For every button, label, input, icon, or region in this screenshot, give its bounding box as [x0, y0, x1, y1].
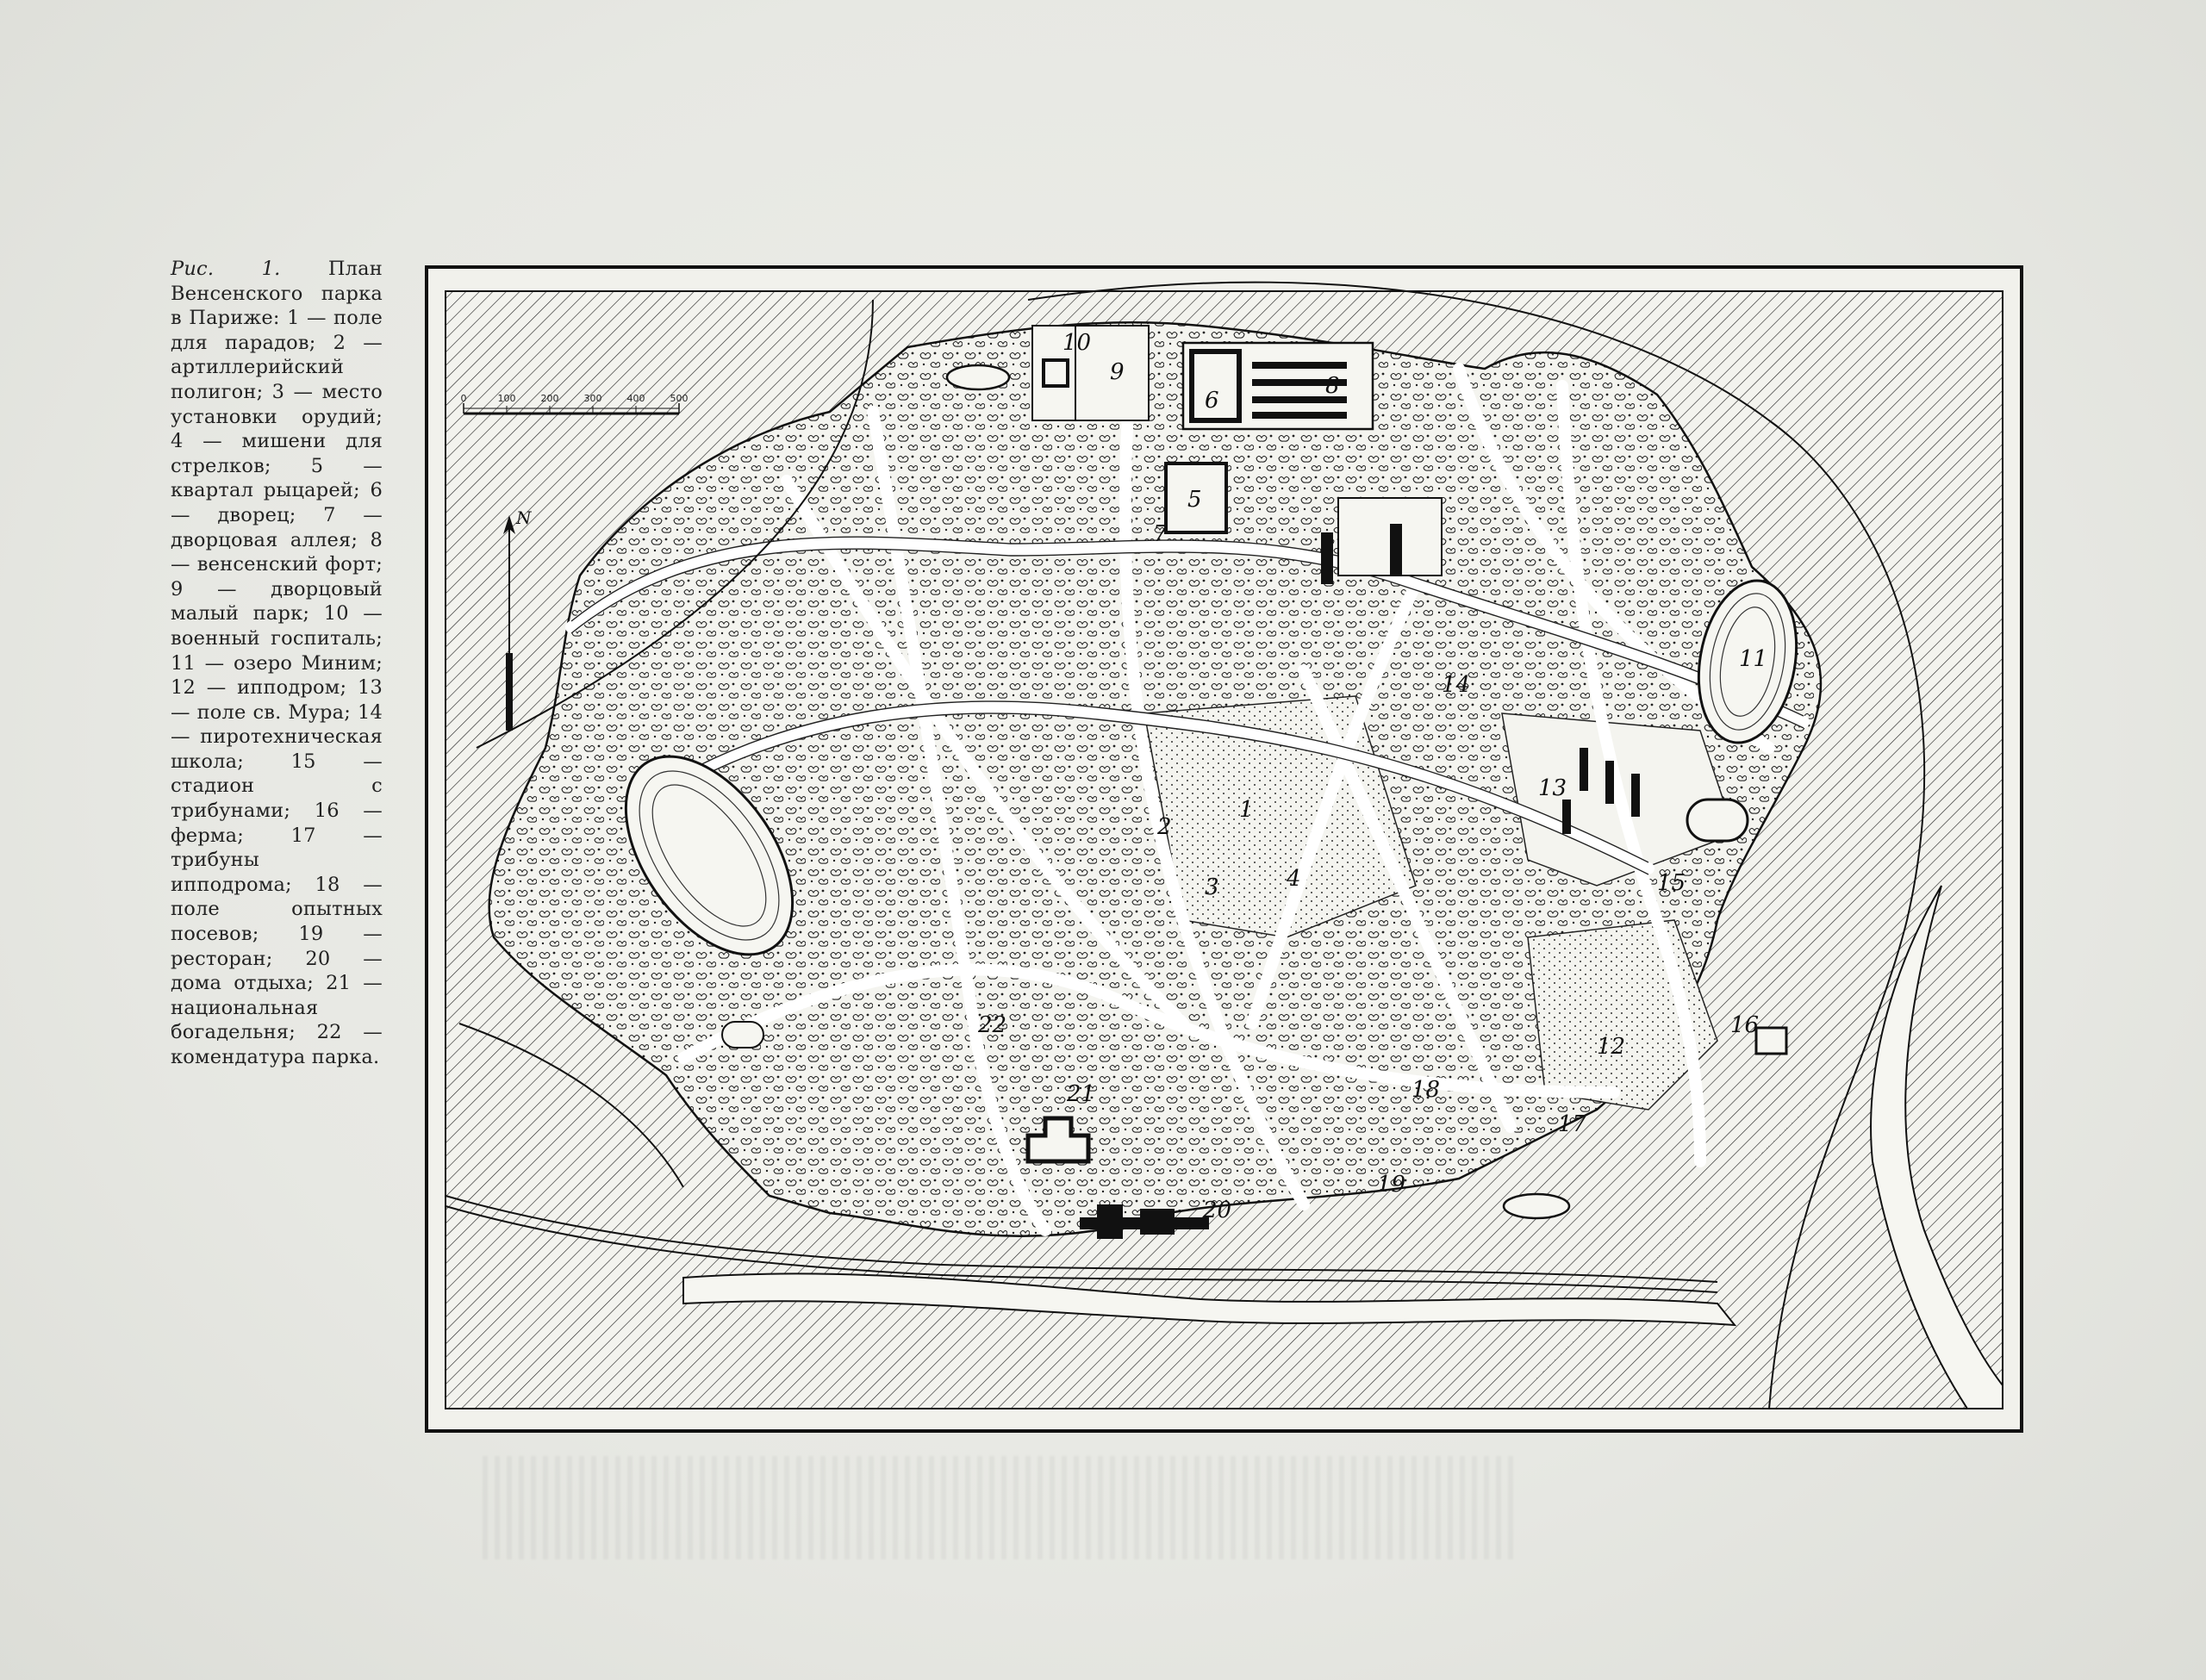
map-label-18: 18: [1411, 1077, 1441, 1103]
park-map-svg: [425, 265, 2023, 1433]
map-label-3: 3: [1205, 874, 1219, 900]
map-label-2: 2: [1157, 814, 1172, 840]
map-label-4: 4: [1287, 866, 1301, 892]
map-label-9: 9: [1110, 359, 1125, 385]
scale-tick-100: 100: [497, 393, 516, 404]
stadium-track: [1687, 800, 1748, 841]
map-label-16: 16: [1730, 1012, 1760, 1038]
map-label-20: 20: [1203, 1198, 1232, 1223]
map-label-14: 14: [1442, 672, 1471, 698]
pyrotechnic-school: [1321, 498, 1442, 584]
map-label-8: 8: [1325, 373, 1340, 399]
scale-tick-200: 200: [540, 393, 559, 404]
map-label-13: 13: [1538, 775, 1567, 801]
map-label-7: 7: [1153, 521, 1168, 547]
north-label: N: [516, 507, 532, 528]
map-label-12: 12: [1597, 1034, 1626, 1060]
park-map: [425, 265, 2023, 1433]
figure-caption: [171, 257, 383, 1070]
scale-tick-300: 300: [583, 393, 602, 404]
lake-small: [1504, 1194, 1569, 1218]
map-label-1: 1: [1239, 797, 1254, 823]
scale-tick-400: 400: [626, 393, 645, 404]
map-label-19: 19: [1377, 1172, 1406, 1198]
bleed-through-shadow: [483, 1456, 1517, 1559]
map-label-17: 17: [1558, 1111, 1587, 1137]
scale-tick-500: 500: [670, 393, 689, 404]
map-label-22: 22: [978, 1012, 1007, 1038]
map-label-10: 10: [1062, 330, 1092, 356]
lake-saint-mande: [947, 365, 1009, 389]
map-label-5: 5: [1187, 487, 1202, 513]
map-label-21: 21: [1067, 1081, 1096, 1107]
scale-tick-0: 0: [460, 393, 467, 404]
map-label-11: 11: [1739, 646, 1768, 672]
farm: [1756, 1028, 1786, 1054]
map-label-15: 15: [1657, 870, 1686, 896]
map-label-6: 6: [1205, 388, 1219, 414]
figure-caption-text: План Венсенского парка в Париже: 1 — поле для парадов; 2 — артиллерийский полигон; 3 — место установки орудий; 4 — мишени для стрелков; 5 — квартал рыцарей; 6 — дворец; 7 — дворцовая аллея; 8 — венсенский форт; 9 — дворцовый малый парк; 10 — военный госпиталь; 11 — озеро Миним; 12 — ипподром; 13 — поле св. Мура; 14 — пиротехническая школа; 15 — стадион с трибунами; 16 — ферма; 17 — трибуны ипподрома; 18 — поле опытных посевов; 19 — ресторан; 20 — дома отдыха; 21 — национальная богадельня; 22 — комендатура парка.: [171, 258, 383, 1068]
figure-label: Рис. 1.: [171, 258, 281, 280]
small-track: [722, 1022, 763, 1048]
